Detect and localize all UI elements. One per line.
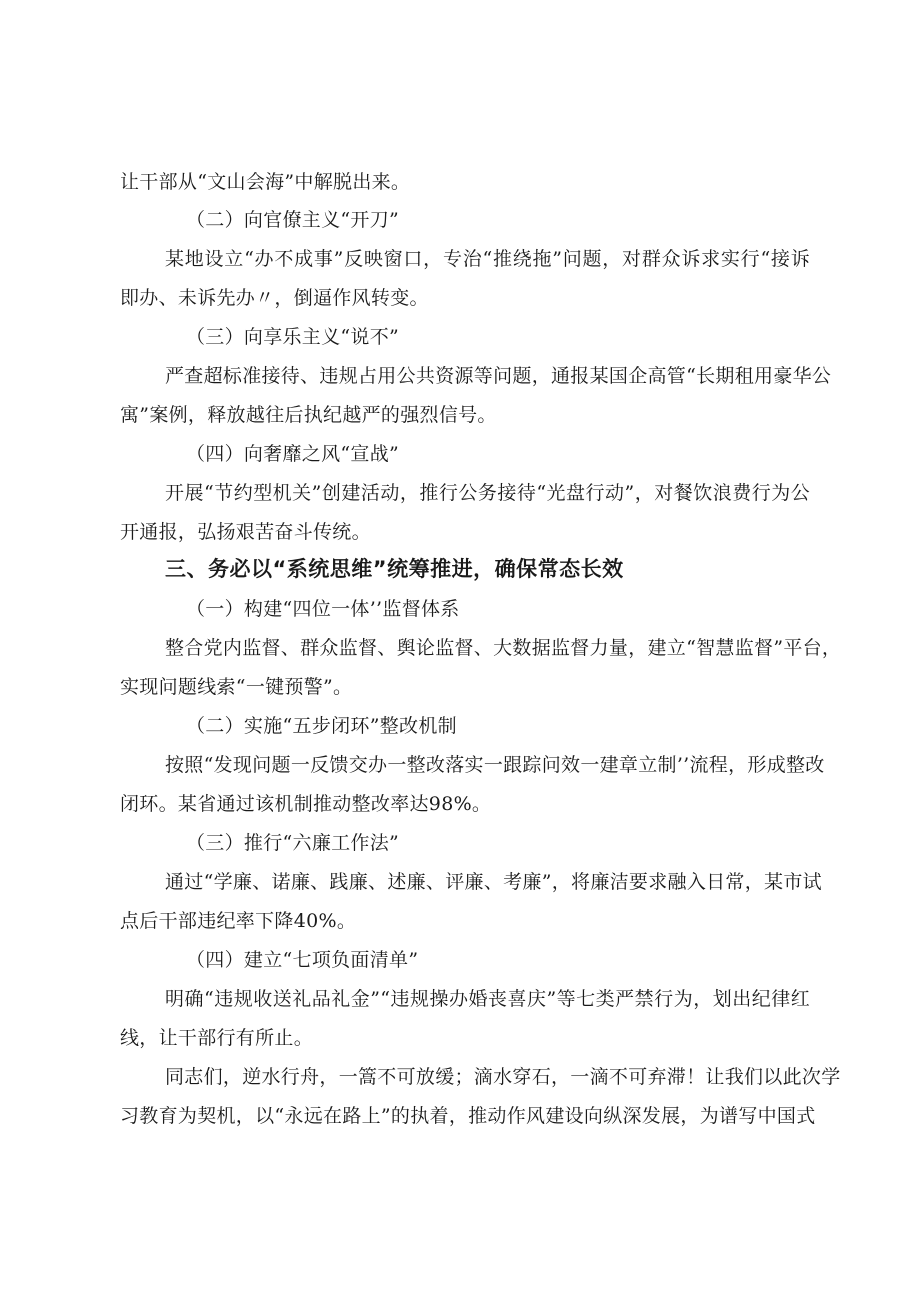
subheading: （二）实施“五步闭环”整改机制 [186, 715, 457, 737]
subheading: （一）构建“四位一体’’监督体系 [186, 598, 460, 620]
paragraph-line: 明确“违规收送礼品礼金”“违规操办婚丧喜庆”等七类严禁行为，划出纪律红 [165, 988, 810, 1010]
subheading: （四）建立“七项负面清单” [186, 949, 419, 971]
paragraph-line: 即办、未诉先办〃，倒逼作风转变。 [120, 287, 429, 309]
subheading: （三）向享乐主义“说不” [186, 326, 400, 348]
subheading: （二）向官僚主义“开刀” [186, 209, 400, 231]
paragraph-line: 线，让干部行有所止。 [120, 1027, 314, 1049]
paragraph-line: 通过“学廉、诺廉、践廉、述廉、评廉、考廉”，将廉洁要求融入日常，某市试 [165, 871, 822, 893]
paragraph-line: 闭环。某省通过该机制推动整改率达98%。 [120, 793, 492, 815]
subheading: （三）推行“六廉工作法” [186, 832, 400, 854]
section-heading: 三、务必以“系统思维”统筹推进，确保常态长效 [165, 557, 624, 581]
paragraph-line: 按照“发现问题一反馈交办一整改落实一跟踪问效一建章立制’’流程，形成整改 [165, 754, 825, 776]
paragraph-line: 点后干部违纪率下降40%。 [120, 910, 357, 932]
paragraph-line: 寓”案例，释放越往后执纪越严的强烈信号。 [120, 404, 497, 426]
subheading: （四）向奢靡之风“宣战” [186, 443, 400, 465]
paragraph-line: 习教育为契机，以“永远在路上”的执着，推动作风建设向纵深发展，为谱写中国式 [120, 1105, 816, 1127]
paragraph-line: 实现问题线索“一键预警”。 [120, 676, 353, 698]
paragraph-line: 整合党内监督、群众监督、舆论监督、大数据监督力量，建立“智慧监督”平台， [165, 637, 842, 659]
paragraph-line: 同志们，逆水行舟，一篙不可放缓；滴水穿石，一滴不可弃滞！让我们以此次学 [165, 1066, 841, 1088]
paragraph-line: 让干部从“文山会海”中解脱出来。 [120, 171, 411, 193]
paragraph-line: 开展“节约型机关”创建活动，推行公务接待“光盘行动”，对餐饮浪费行为公 [165, 482, 810, 504]
paragraph-line: 某地设立“办不成事”反映窗口，专治“推绕拖”问题，对群众诉求实行“接诉 [165, 248, 810, 270]
paragraph-line: 严查超标准接待、违规占用公共资源等问题，通报某国企高管“长期租用豪华公 [165, 365, 832, 387]
paragraph-line: 开通报，弘扬艰苦奋斗传统。 [120, 521, 371, 543]
